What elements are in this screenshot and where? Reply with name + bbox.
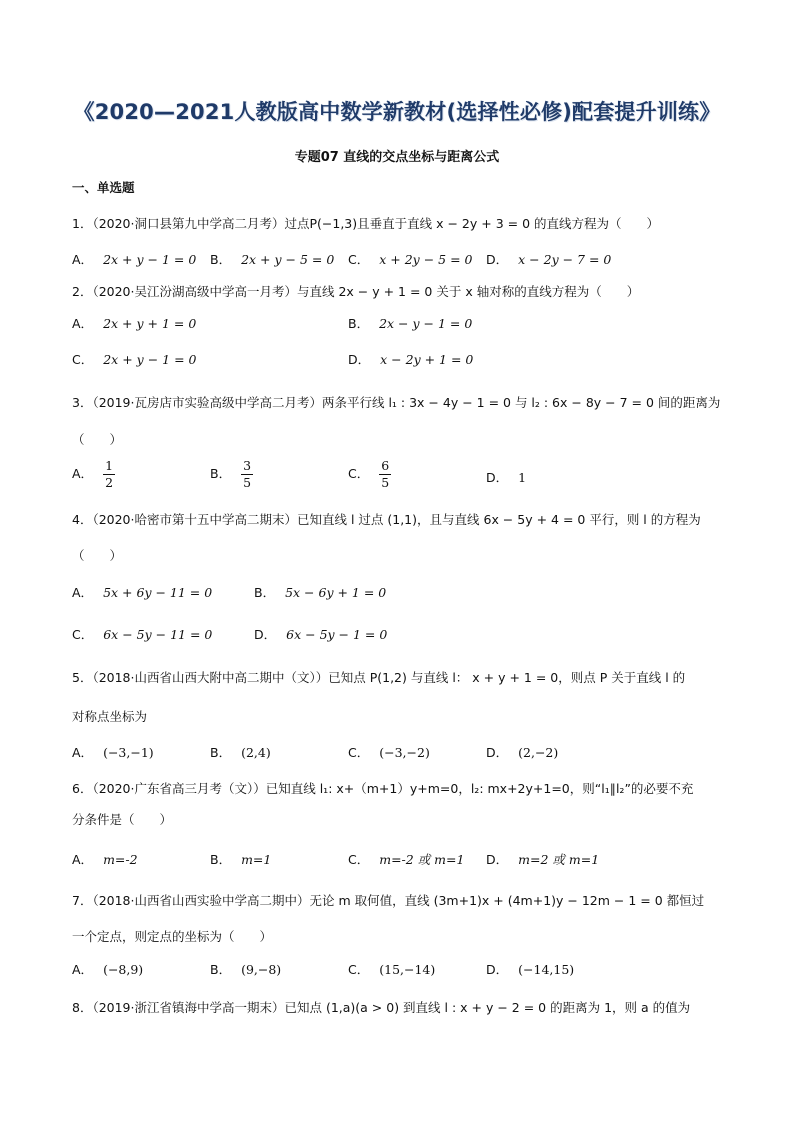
q1-option-a: A． 2x + y − 1 = 0	[72, 252, 197, 267]
question-7-stem: 7．（2018·山西省山西实验中学高二期中）无论 m 取何值，直线 (3m+1)x + (4m+1)y − 12m − 1 = 0 都恒过	[72, 893, 705, 908]
q2-option-c: C． 2x + y − 1 = 0	[72, 352, 197, 367]
q3-option-a: A． $\frac{1}{2}$	[72, 458, 114, 490]
topic-subtitle: 专题07 直线的交点坐标与距离公式	[294, 150, 500, 165]
q1-option-b: B． 2x + y − 5 = 0	[210, 252, 335, 267]
q1-option-d: D． x − 2y − 7 = 0	[486, 252, 612, 267]
fraction: $\frac{1}{2}$	[105, 458, 114, 490]
q3-option-c: C． $\frac{6}{5}$	[348, 458, 390, 490]
fraction: $\frac{6}{5}$	[381, 458, 390, 490]
q4-option-b: B． 5x − 6y + 1 = 0	[254, 585, 387, 600]
q4-option-c: C． 6x − 5y − 11 = 0	[72, 627, 213, 642]
section-heading: 一、单选题	[72, 180, 135, 195]
q2-option-a: A． 2x + y + 1 = 0	[72, 316, 197, 331]
question-7-stem-cont: 一个定点，则定点的坐标为（ ）	[72, 929, 273, 944]
question-2-stem: 2．（2020·吴江汾湖高级中学高一月考）与直线 2x − y + 1 = 0 关于 x 轴对称的直线方程为（ ）	[72, 284, 640, 299]
q5-option-b: B． (2,4)	[210, 745, 271, 760]
q6-option-a: A． m=-2	[72, 852, 138, 867]
q5-option-d: D． (2,−2)	[486, 745, 559, 760]
q2-option-b: B． 2x − y − 1 = 0	[348, 316, 473, 331]
q3-option-b: B． $\frac{3}{5}$	[210, 458, 252, 490]
q5-option-c: C． (−3,−2)	[348, 745, 430, 760]
q2-option-d: D． x − 2y + 1 = 0	[348, 352, 474, 367]
question-4-stem: 4．（2020·哈密市第十五中学高二期末）已知直线 l 过点 (1,1)，且与直线 6x − 5y + 4 = 0 平行，则 l 的方程为	[72, 512, 701, 527]
question-6-stem: 6．（2020·广东省高三月考（文））已知直线 l₁: x+（m+1）y+m=0，l₂: mx+2y+1=0，则“l₁∥l₂”的必要不充	[72, 781, 694, 796]
q7-option-d: D． (−14,15)	[486, 962, 575, 977]
q4-option-a: A． 5x + 6y − 11 = 0	[72, 585, 213, 600]
q6-option-c: C． m=-2 或 m=1	[348, 852, 465, 867]
question-1-stem: 1．（2020·洞口县第九中学高二月考）过点P(−1,3)且垂直于直线 x − 2y + 3 = 0 的直线方程为（ ）	[72, 216, 659, 231]
q7-option-b: B． (9,−8)	[210, 962, 282, 977]
document-banner-title: 《2020—2021人教版高中数学新教材(选择性必修)配套提升训练》	[73, 100, 721, 124]
q6-option-b: B． m=1	[210, 852, 272, 867]
q6-option-d: D． m=2 或 m=1	[486, 852, 600, 867]
question-6-stem-cont: 分条件是（ ）	[72, 812, 173, 827]
question-5-stem-cont: 对称点坐标为	[72, 709, 148, 724]
q3-option-d: D． 1	[486, 470, 527, 485]
question-5-stem: 5．（2018·山西省山西大附中高二期中（文））已知点 P(1,2) 与直线 l： x + y + 1 = 0，则点 P 关于直线 l 的	[72, 670, 686, 685]
question-8-stem: 8．（2019·浙江省镇海中学高一期末）已知点 (1,a)(a > 0) 到直线 l : x + y − 2 = 0 的距离为 1，则 a 的值为	[72, 1000, 691, 1015]
q7-option-a: A． (−8,9)	[72, 962, 144, 977]
q1-option-c: C． x + 2y − 5 = 0	[348, 252, 473, 267]
q7-option-c: C． (15,−14)	[348, 962, 436, 977]
q4-option-d: D． 6x − 5y − 1 = 0	[254, 627, 388, 642]
question-4-stem-cont: （ ）	[72, 548, 123, 563]
q5-option-a: A． (−3,−1)	[72, 745, 154, 760]
fraction: $\frac{3}{5}$	[243, 458, 252, 490]
question-3-stem-cont: （ ）	[72, 432, 123, 447]
question-3-stem: 3．（2019·瓦房店市实验高级中学高二月考）两条平行线 l₁ : 3x − 4y − 1 = 0 与 l₂ : 6x − 8y − 7 = 0 间的距离为	[72, 395, 721, 410]
